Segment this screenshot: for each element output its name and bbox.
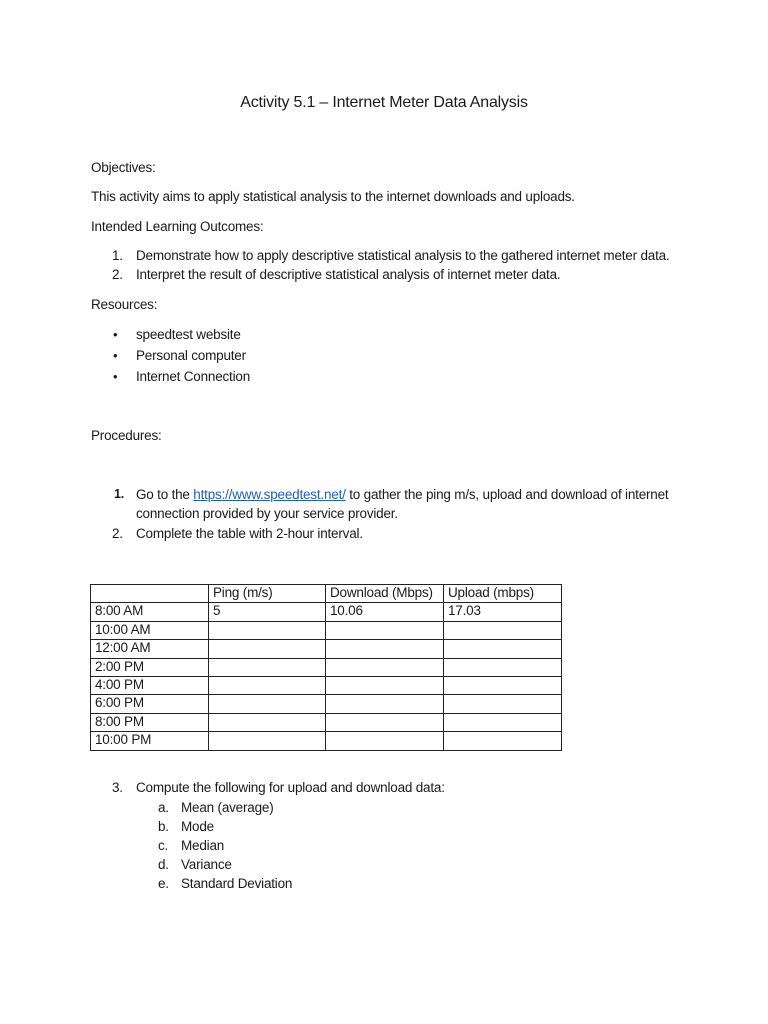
- statistic-text: Variance: [181, 857, 232, 872]
- table-header-row: [91, 585, 562, 603]
- procedure-step-number: 2.: [112, 526, 123, 541]
- statistic-text: Mean (average): [181, 800, 274, 815]
- ilo-heading: Intended Learning Outcomes:: [91, 219, 264, 234]
- ilo-item-text: Interpret the result of descriptive statistical analysis of internet meter data.: [136, 267, 561, 282]
- procedure-step-text: Compute the following for upload and download data:: [136, 780, 445, 795]
- procedure-step-number: 3.: [112, 780, 123, 795]
- download-cell[interactable]: [326, 676, 444, 694]
- statistic-text: Mode: [181, 819, 214, 834]
- procedure-step-suffix: to gather the ping m/s, upload and download of internet: [345, 487, 669, 502]
- document-title: Activity 5.1 – Internet Meter Data Analysis: [240, 94, 528, 111]
- time-cell: 10:00 PM: [91, 732, 209, 750]
- table-row: [91, 732, 562, 750]
- table-row: [91, 695, 562, 713]
- table-header-cell: Download (Mbps): [326, 585, 444, 603]
- procedure-step-number: 1.: [114, 487, 125, 501]
- resource-item-text: Personal computer: [136, 348, 246, 363]
- resources-heading: Resources:: [91, 297, 158, 312]
- resource-item-text: speedtest website: [136, 327, 241, 342]
- statistic-letter: b.: [158, 819, 169, 834]
- statistic-text: Median: [181, 838, 225, 853]
- upload-cell[interactable]: 17.03: [444, 603, 562, 621]
- table-row: [91, 603, 562, 621]
- upload-cell[interactable]: [444, 732, 562, 750]
- time-cell: 6:00 PM: [91, 695, 209, 713]
- statistic-letter: a.: [158, 800, 169, 815]
- time-cell: 4:00 PM: [91, 676, 209, 694]
- upload-cell[interactable]: [444, 695, 562, 713]
- download-cell[interactable]: 10.06: [326, 603, 444, 621]
- table-header-cell: Upload (mbps): [444, 585, 562, 603]
- ping-cell[interactable]: [209, 676, 326, 694]
- table-header-cell: [91, 585, 209, 603]
- bullet-icon: •: [113, 327, 118, 342]
- internet-meter-table: [90, 584, 562, 751]
- procedure-step-text: connection provided by your service provider.: [136, 506, 398, 521]
- objectives-text: This activity aims to apply statistical analysis to the internet downloads and uploads.: [91, 189, 575, 204]
- ping-cell[interactable]: [209, 713, 326, 731]
- ping-cell[interactable]: 5: [209, 603, 326, 621]
- table-row: [91, 640, 562, 658]
- ping-cell[interactable]: [209, 695, 326, 713]
- table-row: [91, 713, 562, 731]
- ping-cell[interactable]: [209, 621, 326, 639]
- table-row: [91, 621, 562, 639]
- upload-cell[interactable]: [444, 640, 562, 658]
- ilo-item-number: 1.: [112, 248, 123, 263]
- time-cell: 10:00 AM: [91, 621, 209, 639]
- statistic-letter: c.: [158, 838, 169, 853]
- upload-cell[interactable]: [444, 621, 562, 639]
- ilo-item-text: Demonstrate how to apply descriptive statistical analysis to the gathered internet meter data.: [136, 248, 670, 263]
- objectives-heading: Objectives:: [91, 160, 156, 175]
- ilo-item-number: 2.: [112, 267, 123, 282]
- upload-cell[interactable]: [444, 658, 562, 676]
- statistic-letter: e.: [158, 876, 169, 891]
- download-cell[interactable]: [326, 658, 444, 676]
- upload-cell[interactable]: [444, 676, 562, 694]
- statistic-text: Standard Deviation: [181, 876, 293, 891]
- upload-cell[interactable]: [444, 713, 562, 731]
- procedures-heading: Procedures:: [91, 428, 162, 443]
- download-cell[interactable]: [326, 621, 444, 639]
- bullet-icon: •: [113, 369, 118, 384]
- procedure-step-prefix: Go to the: [136, 487, 194, 502]
- table-header-cell: Ping (m/s): [209, 585, 326, 603]
- table-row: [91, 676, 562, 694]
- ping-cell[interactable]: [209, 658, 326, 676]
- time-cell: 8:00 PM: [91, 713, 209, 731]
- ping-cell[interactable]: [209, 640, 326, 658]
- table-row: [91, 658, 562, 676]
- bullet-icon: •: [113, 348, 118, 363]
- download-cell[interactable]: [326, 713, 444, 731]
- download-cell[interactable]: [326, 640, 444, 658]
- speedtest-link[interactable]: https://www.speedtest.net/: [193, 487, 346, 502]
- procedure-step-text: Complete the table with 2-hour interval.: [136, 526, 363, 541]
- time-cell: 12:00 AM: [91, 640, 209, 658]
- resource-item-text: Internet Connection: [136, 369, 251, 384]
- download-cell[interactable]: [326, 695, 444, 713]
- download-cell[interactable]: [326, 732, 444, 750]
- time-cell: 2:00 PM: [91, 658, 209, 676]
- procedure-step-text: [136, 487, 668, 502]
- time-cell: 8:00 AM: [91, 603, 209, 621]
- statistic-letter: d.: [158, 857, 169, 872]
- ping-cell[interactable]: [209, 732, 326, 750]
